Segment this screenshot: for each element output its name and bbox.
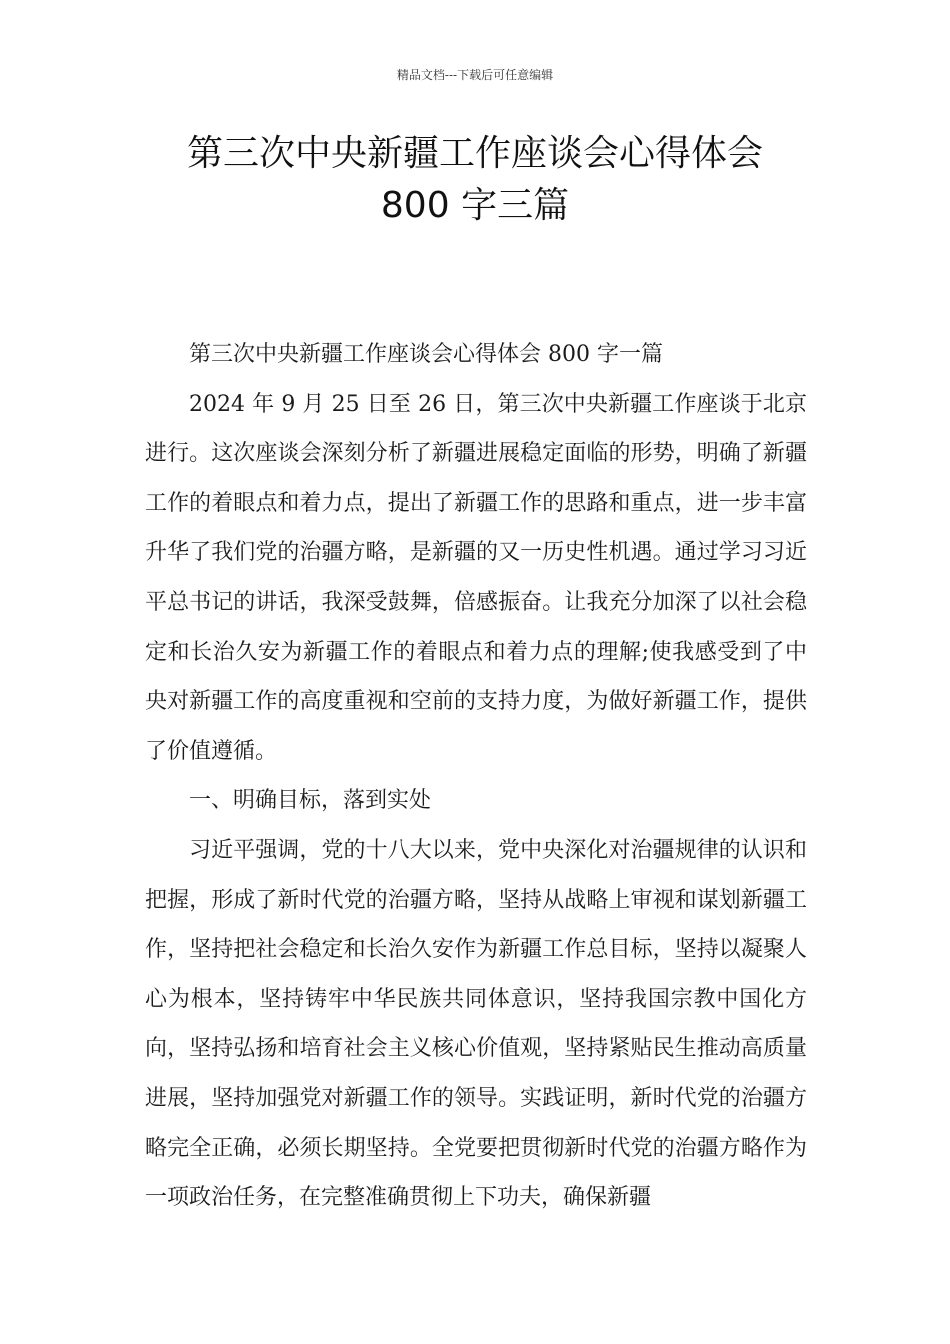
paragraph: 2024 年 9 月 25 日至 26 日，第三次中央新疆工作座谈于北京进行。这次座谈会深刻分析了新疆进展稳定面临的形势，明确了新疆工作的着眼点和着力点，提出了新疆工作的思路和重点，进一步丰富升华了我们党的治疆方略，是新疆的又一历史性机遇。通过学习习近平总书记的讲话，我深受鼓舞，倍感振奋。让我充分加深了以社会稳定和长治久安为新疆工作的着眼点和着力点的理解;使我感受到了中央对新疆工作的高度重视和空前的支持力度，为做好新疆工作，提供了价值遵循。 — [145, 391, 807, 764]
section-title: 第三次中央新疆工作座谈会心得体会 800 字一篇 — [189, 342, 663, 367]
document-body — [145, 330, 807, 1223]
header-note: 精品文档---下载后可任意编辑 — [396, 68, 554, 82]
section-heading: 一、明确目标，落到实处 — [189, 788, 432, 814]
title-line-1: 第三次中央新疆工作座谈会心得体会 — [186, 133, 763, 174]
paragraph: 习近平强调，党的十八大以来，党中央深化对治疆规律的认识和把握，形成了新时代党的治疆方略，坚持从战略上审视和谋划新疆工作，坚持把社会稳定和长治久安作为新疆工作总目标，坚持以凝聚人心为根本，坚持铸牢中华民族共同体意识，坚持我国宗教中国化方向，坚持弘扬和培育社会主义核心价值观，坚持紧贴民生推动高质量进展，坚持加强党对新疆工作的领导。实践证明，新时代党的治疆方略完全正确，必须长期坚持。全党要把贯彻新时代党的治疆方略作为一项政治任务，在完整准确贯彻上下功夫，确保新疆 — [145, 837, 807, 1211]
title-line-2: 800 字三篇 — [380, 185, 570, 226]
document-title — [100, 128, 850, 232]
